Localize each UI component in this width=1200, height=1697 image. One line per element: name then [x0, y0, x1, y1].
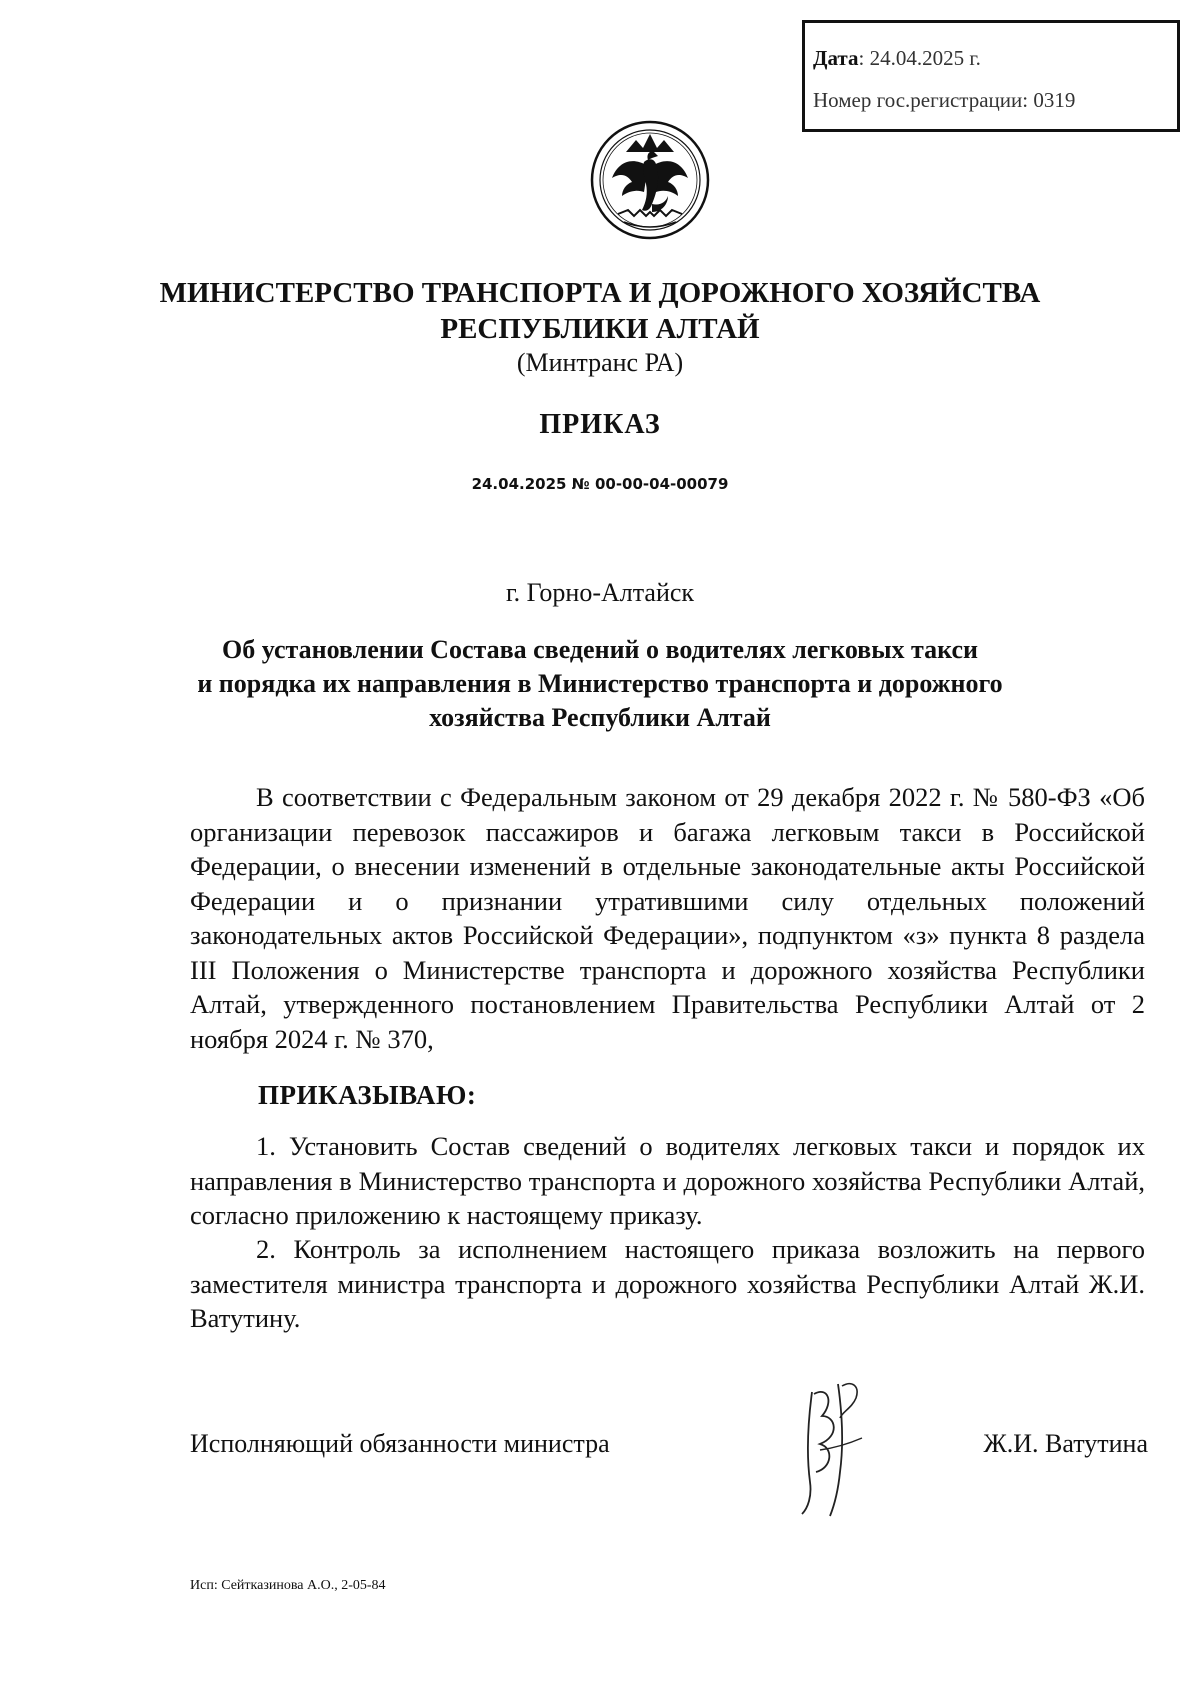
city: г. Горно-Алтайск [505, 578, 695, 607]
handwritten-signature [790, 1372, 880, 1522]
registration-number-value: 0319 [1033, 88, 1076, 112]
decree-word: ПРИКАЗЫВАЮ: [258, 1080, 477, 1110]
registration-date-label: Дата [813, 46, 859, 70]
registration-stamp [802, 20, 1180, 132]
ministry-name-line2: РЕСПУБЛИКИ АЛТАЙ [440, 313, 760, 345]
order-subject-line2: и порядка их направления в Министерство транспорта и дорожного [197, 669, 1003, 698]
preamble-paragraph: В соответствии с Федеральным законом от 29 декабря 2022 г. № 580-ФЗ «Об организации перевозок пассажиров и багажа легковым такси в Российской Федерации, о внесении изменений в отдельные законодательные акты Российской Федерации и о признании утратившими силу отдельных положений законодательных актов Российской Федерации», подпунктом «з» пункта 8 раздела III Положения о Министерстве транспорта и дорожного хозяйства Республики Алтай, утвержденного постановлением Правительства Республики Алтай от 2 ноября 2024 г. № 370, [190, 782, 1145, 1054]
registration-date-value: 24.04.2025 г. [869, 46, 981, 70]
registration-number-row: Номер гос.регистрации: 0319 [813, 88, 1076, 112]
executor-contact: Исп: Сейтказинова А.О., 2-05-84 [190, 1578, 386, 1593]
registration-date-row: Дата: 24.04.2025 г. [813, 46, 981, 70]
altai-republic-coat-of-arms-icon [588, 118, 712, 242]
ministry-name-line1: МИНИСТЕРСТВО ТРАНСПОРТА И ДОРОЖНОГО ХОЗЯЙСТВА [159, 277, 1041, 309]
order-item-2: 2. Контроль за исполнением настоящего приказа возложить на первого заместителя министра транспорта и дорожного хозяйства Республики Алтай Ж.И. Ватутину. [190, 1234, 1145, 1333]
order-number: 24.04.2025 № 00-00-04-00079 [471, 475, 729, 493]
ministry-abbreviation: (Минтранс РА) [516, 348, 684, 377]
signatory-role: Исполняющий обязанности министра [190, 1429, 610, 1458]
signatory-name: Ж.И. Ватутина [983, 1429, 1148, 1458]
order-subject-line1: Об установлении Состава сведений о водителях легковых такси [222, 635, 978, 664]
document-type: ПРИКАЗ [539, 409, 661, 440]
order-item-1: 1. Установить Состав сведений о водителях легковых такси и порядок их направления в Министерство транспорта и дорожного хозяйства Республики Алтай, согласно приложению к настоящему приказу. [190, 1131, 1145, 1230]
registration-number-label: Номер гос.регистрации [813, 88, 1023, 112]
order-subject [100, 633, 1100, 735]
ministry-name [100, 275, 1100, 347]
order-subject-line3: хозяйства Республики Алтай [429, 703, 771, 732]
